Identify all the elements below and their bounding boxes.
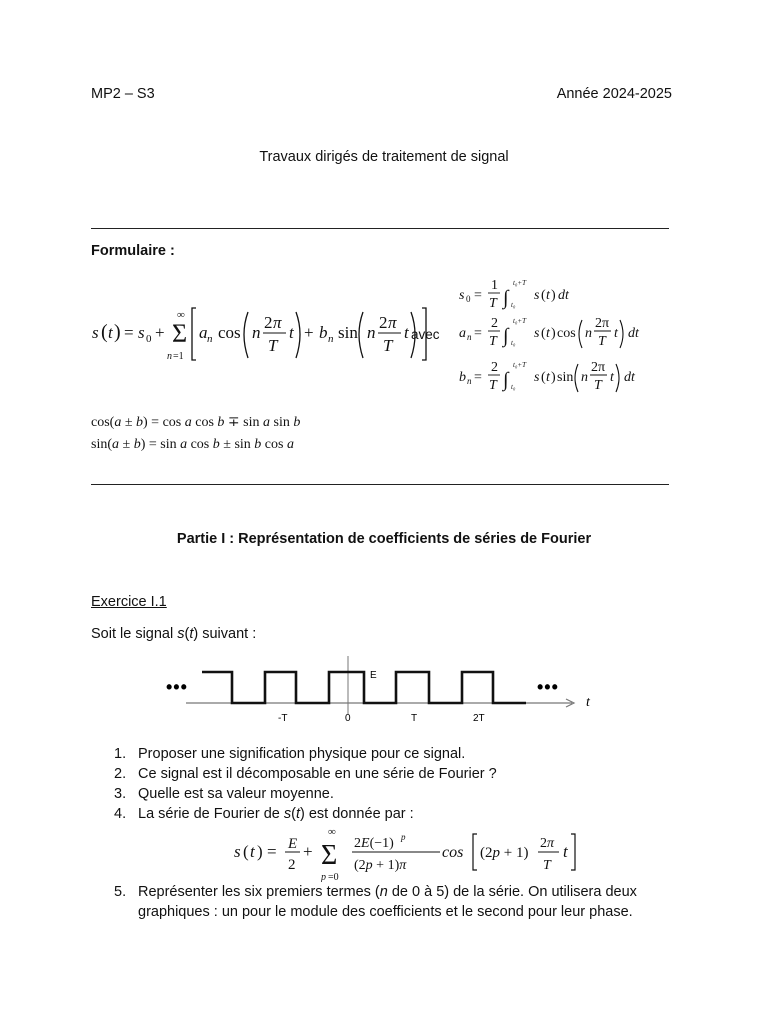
svg-text:+: + <box>304 323 314 342</box>
svg-text:=1: =1 <box>173 351 184 362</box>
question-text <box>138 804 686 824</box>
svg-text:Σ: Σ <box>321 840 338 871</box>
svg-text:n: n <box>328 333 334 345</box>
question-text: Ce signal est il décomposable en une série de Fourier ? <box>138 766 497 782</box>
svg-text:2π: 2π <box>540 836 555 851</box>
svg-text:n: n <box>252 323 261 342</box>
svg-text:cos: cos <box>442 844 464 861</box>
svg-text:t₀: t₀ <box>511 339 516 347</box>
svg-text:∫: ∫ <box>503 287 509 309</box>
svg-text:t: t <box>250 842 255 861</box>
exercice-intro <box>91 626 256 642</box>
svg-text:(: ( <box>243 842 249 861</box>
svg-text:π: π <box>273 313 282 332</box>
svg-text:dt: dt <box>558 288 569 303</box>
svg-text:2π: 2π <box>591 360 606 375</box>
svg-text:T: T <box>598 334 606 349</box>
svg-text:t₀+T: t₀+T <box>513 279 526 287</box>
svg-text:T: T <box>594 378 602 393</box>
svg-text:0: 0 <box>146 333 152 345</box>
divider-bottom <box>91 484 669 485</box>
fourier-series-of-signal <box>230 822 590 882</box>
svg-text:a: a <box>459 326 466 341</box>
svg-text:n: n <box>581 370 588 385</box>
svg-text:∞: ∞ <box>328 826 336 838</box>
svg-text:2: 2 <box>491 360 498 375</box>
svg-text:=: = <box>474 326 482 341</box>
question-number: 5. <box>114 884 127 900</box>
svg-text:sin(a ± b) = sin a cos b ± sin: sin(a ± b) = sin a cos b ± sin b cos a <box>91 437 294 452</box>
svg-text:∞: ∞ <box>177 309 185 321</box>
svg-text:+: + <box>155 323 165 342</box>
svg-text:n: n <box>467 332 472 342</box>
avec-label: avec <box>411 327 440 342</box>
svg-text:dt: dt <box>624 370 635 385</box>
tick-label-2T: 2T <box>473 713 485 724</box>
svg-text:n: n <box>585 326 592 341</box>
square-wave-signal <box>202 672 526 703</box>
svg-text:): ) <box>551 370 556 385</box>
svg-text:s: s <box>92 323 99 342</box>
svg-text:t: t <box>546 326 550 341</box>
intro-var: s <box>177 626 185 642</box>
svg-text:s: s <box>459 288 465 303</box>
svg-text:a: a <box>199 323 208 342</box>
svg-text:): ) <box>551 288 556 303</box>
svg-text:s: s <box>534 370 540 385</box>
svg-text:n: n <box>467 376 472 386</box>
amplitude-label: E <box>370 670 377 681</box>
svg-text:p: p <box>321 872 326 882</box>
q5-var: n <box>379 884 388 900</box>
svg-text:(: ( <box>541 288 546 303</box>
svg-text:sin: sin <box>338 323 358 342</box>
q4-paren: ( <box>291 806 296 822</box>
svg-text:0: 0 <box>466 294 471 304</box>
svg-text:T: T <box>489 334 497 349</box>
academic-year: Année 2024-2025 <box>556 86 672 102</box>
intro-text: Soit le signal <box>91 626 178 642</box>
tick-label-T: T <box>411 713 418 724</box>
q4-var: s <box>283 806 292 822</box>
svg-text:(: ( <box>101 321 108 343</box>
question-text <box>138 882 686 922</box>
trig-identities <box>89 410 349 454</box>
svg-text:sin: sin <box>557 370 574 385</box>
course-code: MP2 – S3 <box>91 86 155 102</box>
intro-paren: ( <box>184 626 190 642</box>
svg-text:n: n <box>207 333 213 345</box>
svg-text:t: t <box>546 288 550 303</box>
svg-text:T: T <box>489 296 497 311</box>
question-number: 3. <box>114 786 127 802</box>
svg-text:dt: dt <box>628 326 639 341</box>
svg-text:(2p + 1): (2p + 1) <box>480 845 529 861</box>
svg-text:=: = <box>124 323 134 342</box>
svg-text:=0: =0 <box>328 872 339 882</box>
svg-text:T: T <box>489 378 497 393</box>
svg-text:+: + <box>303 842 313 861</box>
svg-text:Σ: Σ <box>172 319 188 348</box>
dots-right: ••• <box>537 677 559 697</box>
svg-text:cos: cos <box>218 323 241 342</box>
svg-text:2π: 2π <box>595 316 610 331</box>
svg-text:=: = <box>474 370 482 385</box>
svg-text:t: t <box>563 842 568 861</box>
svg-text:t: t <box>614 326 618 341</box>
svg-text:): ) <box>551 326 556 341</box>
svg-text:t₀+T: t₀+T <box>513 361 526 369</box>
svg-text:∫: ∫ <box>503 325 509 347</box>
svg-text:E: E <box>288 836 298 852</box>
svg-text:n: n <box>167 351 172 362</box>
axis-label-t: t <box>586 695 590 710</box>
question-text: Proposer une signification physique pour ce signal. <box>138 746 466 762</box>
svg-text:2: 2 <box>288 857 296 873</box>
intro-suffix: ) suivant : <box>193 626 257 642</box>
question-number: 1. <box>114 746 127 762</box>
svg-text:b: b <box>459 370 466 385</box>
svg-text:2: 2 <box>491 316 498 331</box>
q4-prefix: La série de Fourier de <box>138 806 284 822</box>
svg-text:s: s <box>534 288 540 303</box>
svg-text:=: = <box>267 842 277 861</box>
divider-top <box>91 228 669 229</box>
svg-text:(2p + 1)π: (2p + 1)π <box>354 858 407 873</box>
partie-title: Partie I : Représentation de coefficients de séries de Fourier <box>176 531 592 547</box>
svg-text:1: 1 <box>491 278 498 293</box>
q4-suffix: ) est donnée par : <box>300 806 414 822</box>
svg-text:p: p <box>401 832 406 842</box>
svg-text:cos: cos <box>557 326 576 341</box>
svg-text:=: = <box>474 288 482 303</box>
svg-text:(: ( <box>541 326 546 341</box>
svg-text:s: s <box>138 323 145 342</box>
question-number: 2. <box>114 766 127 782</box>
tick-label-minus-T: -T <box>278 713 288 724</box>
square-wave-plot <box>160 654 600 734</box>
svg-text:2E(−1): 2E(−1) <box>354 836 394 851</box>
svg-text:n: n <box>367 323 376 342</box>
svg-text:t: t <box>610 370 614 385</box>
svg-text:s: s <box>234 842 241 861</box>
question-number: 4. <box>114 806 127 822</box>
svg-text:∫: ∫ <box>503 369 509 391</box>
document-title: Travaux dirigés de traitement de signal <box>259 149 509 165</box>
svg-text:): ) <box>114 321 121 343</box>
svg-text:t: t <box>289 323 294 342</box>
svg-text:): ) <box>257 842 263 861</box>
svg-text:t₀: t₀ <box>511 383 516 391</box>
tick-label-0: 0 <box>345 713 351 724</box>
question-text: Quelle est sa valeur moyenne. <box>138 786 334 802</box>
intro-arg: t <box>189 626 194 642</box>
svg-text:t₀: t₀ <box>511 301 516 309</box>
q5-prefix: Représenter les six premiers termes ( <box>138 884 380 900</box>
q5-suffix: de 0 à 5) de la série. On utilisera deux graphiques : un pour le module des coefficients et le second pour leur phase. <box>138 884 637 920</box>
svg-text:t: t <box>404 323 409 342</box>
svg-text:2: 2 <box>379 313 388 332</box>
svg-text:T: T <box>383 336 393 355</box>
fourier-series-formula <box>88 276 438 380</box>
dots-left: ••• <box>166 677 188 697</box>
svg-text:b: b <box>319 323 328 342</box>
svg-text:π: π <box>388 313 397 332</box>
svg-text:cos(a ± b) = cos a cos b ∓ sin: cos(a ± b) = cos a cos b ∓ sin a sin b <box>91 415 301 430</box>
q4-arg: t <box>295 806 301 822</box>
coefficient-formulas <box>456 276 656 400</box>
svg-text:2: 2 <box>264 313 273 332</box>
formulaire-heading: Formulaire : <box>91 243 175 259</box>
svg-text:t: t <box>546 370 550 385</box>
svg-text:s: s <box>534 326 540 341</box>
svg-text:T: T <box>268 336 278 355</box>
svg-text:t₀+T: t₀+T <box>513 317 526 325</box>
svg-text:(: ( <box>541 370 546 385</box>
svg-text:T: T <box>543 858 551 873</box>
exercice-title: Exercice I.1 <box>91 594 167 610</box>
svg-text:t: t <box>108 323 113 342</box>
